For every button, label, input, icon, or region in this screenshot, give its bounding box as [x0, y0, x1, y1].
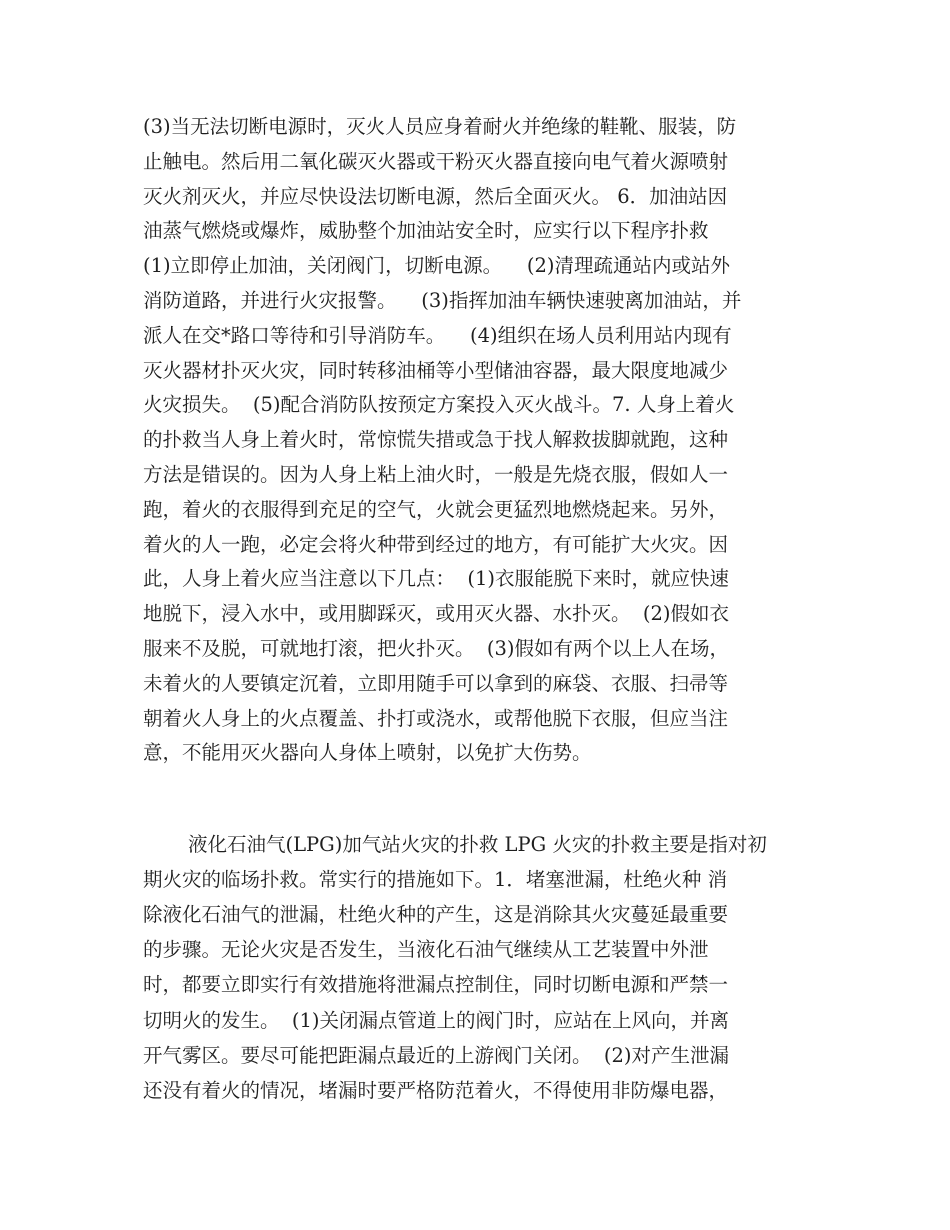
text-line: 的扑救当人身上着火时，常惊慌失措或急于找人解救拔脚就跑，这种 [143, 428, 729, 451]
text-line: 还没有着火的情况，堵漏时要严格防范着火，不得使用非防爆电器， [143, 1079, 729, 1102]
text-line: 跑，着火的衣服得到充足的空气，火就会更猛烈地燃烧起来。另外， [143, 498, 729, 521]
text-line: 着火的人一跑，必定会将火种带到经过的地方，有可能扩大火灾。因 [143, 533, 729, 556]
text-line: 火灾损失。 (5)配合消防队按预定方案投入灭火战斗。7. 人身上着火 [143, 393, 735, 416]
text-line: 切明火的发生。 (1)关闭漏点管道上的阀门时，应站在上风向，并离 [143, 1009, 730, 1032]
text-line: 的步骤。无论火灾是否发生，当液化石油气继续从工艺装置中外泄 [143, 938, 709, 961]
text-line: 除液化石油气的泄漏，杜绝火种的产生，这是消除其火灾蔓延最重要 [143, 903, 729, 926]
text-line: 此，人身上着火应当注意以下几点： (1)衣服能脱下来时，就应快速 [143, 567, 730, 590]
text-line: 液化石油气(LPG)加气站火灾的扑救 LPG 火灾的扑救主要是指对初 [188, 833, 767, 856]
text-line: 派人在交*路口等待和引导消防车。 (4)组织在场人员利用站内现有 [143, 324, 732, 347]
text-line: 止触电。然后用二氧化碳灭火器或干粉灭火器直接向电气着火源喷射 [143, 150, 729, 173]
text-line: 未着火的人要镇定沉着，立即用随手可以拿到的麻袋、衣服、扫帚等 [143, 672, 729, 695]
text-line: 方法是错误的。因为人身上粘上油火时，一般是先烧衣服，假如人一 [143, 463, 729, 486]
text-line: 灭火器材扑灭火灾，同时转移油桶等小型储油容器，最大限度地减少 [143, 359, 729, 382]
text-line: 开气雾区。要尽可能把距漏点最近的上游阀门关闭。 (2)对产生泄漏 [143, 1044, 730, 1067]
text-line: (1)立即停止加油，关闭阀门，切断电源。 (2)清理疏通站内或站外 [143, 254, 731, 277]
text-line: 油蒸气燃烧或爆炸，威胁整个加油站安全时，应实行以下程序扑救 [143, 219, 709, 242]
text-line: (3)当无法切断电源时，灭火人员应身着耐火并绝缘的鞋靴、服装，防 [143, 115, 737, 138]
text-line: 时，都要立即实行有效措施将泄漏点控制住，同时切断电源和严禁一 [143, 973, 729, 996]
text-line: 朝着火人身上的火点覆盖、扑打或浇水，或帮他脱下衣服，但应当注 [143, 707, 729, 730]
text-line: 灭火剂灭火，并应尽快设法切断电源，然后全面灭火。 6．加油站因 [143, 185, 728, 208]
text-line: 地脱下，浸入水中，或用脚踩灭，或用灭火器、水扑灭。 (2)假如衣 [143, 602, 730, 625]
text-line: 期火灾的临场扑救。常实行的措施如下。1．堵塞泄漏，杜绝火种 消 [143, 868, 728, 891]
text-line: 服来不及脱，可就地打滚，把火扑灭。 (3)假如有两个以上人在场， [143, 637, 730, 660]
text-line: 消防道路，并进行火灾报警。 (3)指挥加油车辆快速驶离加油站，并 [143, 289, 742, 312]
text-line: 意，不能用灭火器向人身体上喷射，以免扩大伤势。 [143, 741, 592, 764]
